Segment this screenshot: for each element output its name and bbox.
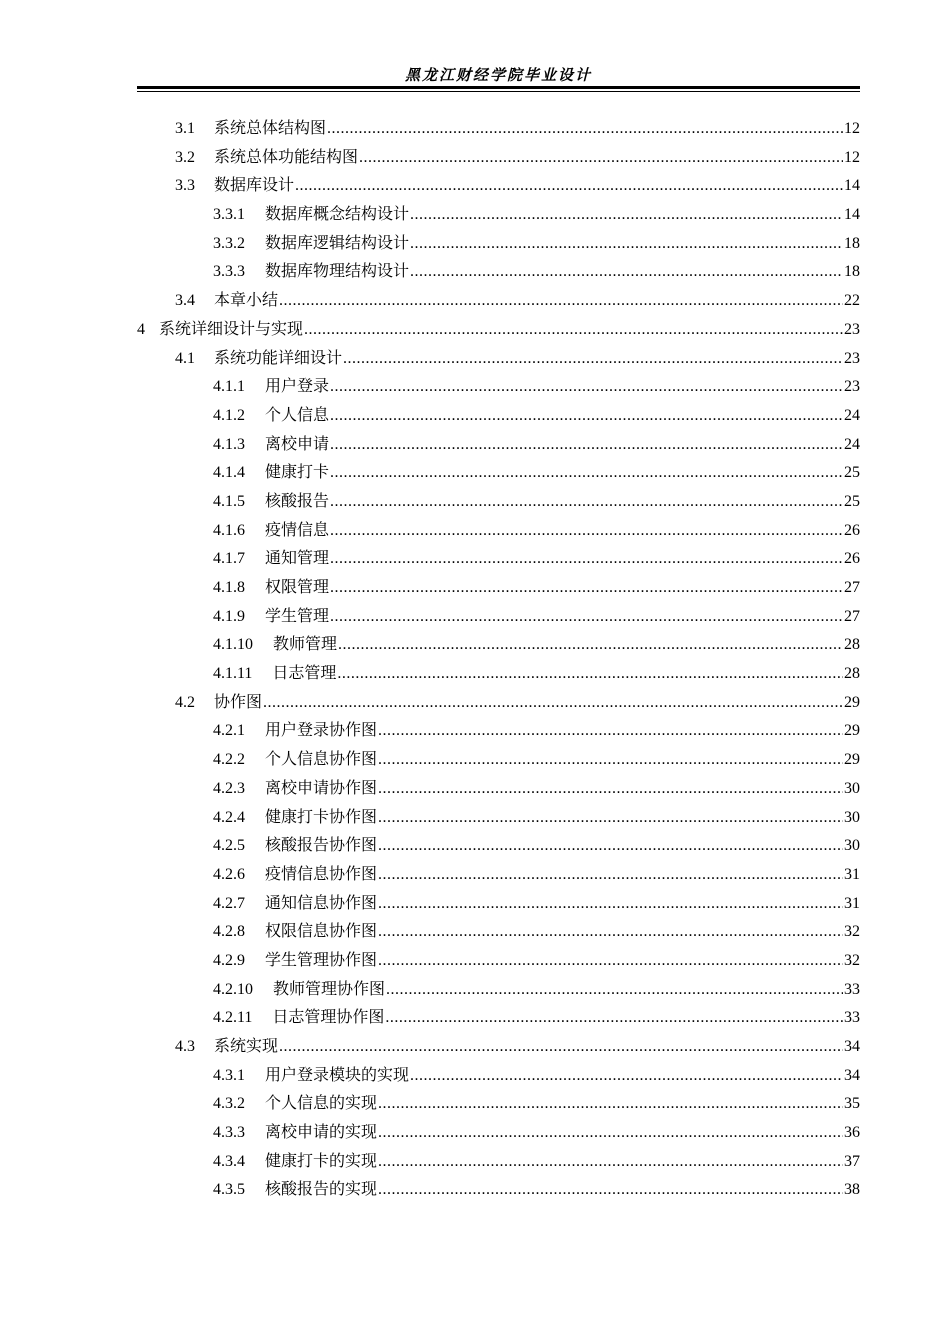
toc-entry[interactable] — [137, 401, 860, 430]
toc-entry[interactable] — [137, 630, 860, 659]
toc-dot-leader — [378, 1090, 843, 1119]
toc-entry[interactable] — [137, 573, 860, 602]
toc-dot-leader — [378, 1176, 843, 1205]
toc-entry[interactable] — [137, 458, 860, 487]
toc-entry-page-number: 26 — [844, 521, 860, 539]
toc-entry-page-number: 23 — [844, 378, 860, 396]
toc-entry-number: 4.3.3 — [213, 1124, 245, 1142]
toc-entry-title: 核酸报告的实现 — [265, 1179, 378, 1199]
toc-entry-number: 4.1.11 — [213, 665, 253, 683]
toc-entry[interactable] — [137, 716, 860, 745]
toc-entry-title: 疫情信息协作图 — [265, 863, 378, 883]
toc-entry-title: 日志管理协作图 — [272, 1007, 385, 1027]
toc-entry-title: 个人信息 — [265, 404, 330, 424]
toc-dot-leader — [410, 230, 843, 259]
toc-dot-leader — [378, 1119, 843, 1148]
toc-entry-title: 核酸报告协作图 — [265, 835, 378, 855]
toc-entry-title: 离校申请协作图 — [265, 777, 378, 797]
toc-entry[interactable] — [137, 1089, 860, 1118]
toc-entry-page-number: 23 — [844, 320, 860, 338]
toc-entry[interactable] — [137, 745, 860, 774]
toc-entry-page-number: 14 — [844, 206, 860, 224]
toc-entry[interactable] — [137, 1147, 860, 1176]
toc-entry-page-number: 23 — [844, 349, 860, 367]
toc-entry-number: 4.1.3 — [213, 435, 245, 453]
toc-entry-number: 4.2.8 — [213, 923, 245, 941]
toc-dot-leader — [338, 631, 843, 660]
toc-entry-number: 3.4 — [175, 292, 195, 310]
toc-entry-page-number: 32 — [844, 923, 860, 941]
toc-entry-number: 4.1.7 — [213, 550, 245, 568]
toc-entry-number: 4.1.8 — [213, 579, 245, 596]
toc-entry-page-number: 28 — [844, 665, 860, 683]
toc-entry-number: 3.1 — [175, 120, 195, 137]
toc-entry[interactable] — [137, 516, 860, 545]
toc-entry-number: 4.1.1 — [213, 378, 245, 396]
toc-dot-leader — [378, 947, 843, 976]
toc-entry-page-number: 31 — [844, 865, 860, 883]
toc-entry-page-number: 30 — [844, 837, 860, 855]
toc-entry-page-number: 34 — [844, 1066, 860, 1084]
toc-dot-leader — [378, 1148, 843, 1177]
toc-entry-title: 系统功能详细设计 — [214, 347, 343, 367]
toc-entry[interactable] — [137, 257, 860, 286]
toc-entry-number: 4.1.2 — [213, 406, 245, 424]
toc-entry-page-number: 12 — [844, 148, 860, 166]
toc-entry-title: 通知管理 — [265, 548, 330, 568]
toc-dot-leader — [378, 861, 843, 890]
toc-entry[interactable] — [137, 803, 860, 832]
toc-dot-leader — [378, 832, 843, 861]
toc-entry-title: 离校申请 — [265, 433, 330, 453]
toc-entry[interactable] — [137, 1061, 860, 1090]
toc-entry[interactable] — [137, 229, 860, 258]
toc-entry-page-number: 33 — [844, 1009, 860, 1027]
toc-entry-number: 4.1 — [175, 349, 195, 367]
toc-entry-title: 教师管理 — [273, 634, 338, 654]
toc-entry-title: 协作图 — [214, 691, 263, 711]
toc-dot-leader — [378, 746, 843, 775]
toc-entry-title: 通知信息协作图 — [265, 892, 378, 912]
toc-entry-title: 系统详细设计与实现 — [159, 318, 304, 338]
toc-entry[interactable] — [137, 602, 860, 631]
toc-entry-page-number: 25 — [844, 492, 860, 510]
toc-entry-page-number: 29 — [844, 751, 860, 769]
toc-entry-title: 学生管理 — [265, 605, 330, 625]
toc-entry-page-number: 28 — [844, 636, 860, 654]
toc-entry-number: 4.2 — [175, 693, 195, 711]
toc-dot-leader — [378, 890, 843, 919]
toc-entry-number: 4.2.7 — [213, 894, 245, 912]
toc-entry-number: 4.2.3 — [213, 779, 245, 797]
toc-entry-number: 4.1.5 — [213, 492, 245, 510]
toc-dot-leader — [295, 172, 843, 201]
toc-entry-page-number: 25 — [844, 464, 860, 482]
toc-dot-leader — [330, 574, 843, 603]
toc-entry-title: 学生管理协作图 — [265, 949, 378, 969]
toc-entry-page-number: 27 — [844, 607, 860, 625]
header-rule-thick — [137, 86, 860, 89]
toc-entry-title: 数据库概念结构设计 — [265, 204, 410, 224]
toc-entry[interactable] — [137, 372, 860, 401]
toc-entry-page-number: 36 — [844, 1124, 860, 1142]
toc-entry[interactable] — [137, 315, 860, 344]
toc-dot-leader — [410, 258, 843, 287]
toc-dot-leader — [378, 775, 843, 804]
toc-entry-title: 疫情信息 — [265, 519, 330, 539]
toc-entry[interactable] — [137, 659, 860, 688]
toc-entry-page-number: 33 — [844, 980, 860, 998]
toc-entry[interactable] — [137, 946, 860, 975]
toc-dot-leader — [330, 545, 843, 574]
toc-entry-page-number: 18 — [844, 234, 860, 252]
toc-entry-title: 离校申请的实现 — [265, 1122, 378, 1142]
toc-dot-leader — [330, 488, 843, 517]
toc-entry-number: 4.2.5 — [213, 837, 245, 855]
toc-entry-page-number: 24 — [844, 435, 860, 453]
toc-entry-number: 4.3.4 — [213, 1152, 245, 1170]
toc-dot-leader — [378, 918, 843, 947]
toc-entry-title: 本章小结 — [214, 290, 279, 310]
toc-entry-title: 个人信息的实现 — [265, 1093, 378, 1113]
toc-entry[interactable] — [137, 143, 860, 172]
toc-dot-leader — [330, 431, 843, 460]
toc-entry-title: 数据库逻辑结构设计 — [265, 232, 410, 252]
page-header-title: 黑龙江财经学院毕业设计 — [404, 66, 592, 84]
toc-entry-number: 3.3.3 — [213, 263, 245, 281]
toc-entry-title: 用户登录 — [265, 376, 330, 396]
toc-entry-page-number: 18 — [844, 263, 860, 281]
toc-entry[interactable] — [137, 1175, 860, 1204]
toc-entry[interactable] — [137, 544, 860, 573]
toc-entry-page-number: 12 — [844, 120, 860, 137]
toc-entry-title: 健康打卡 — [265, 462, 330, 482]
toc-entry-number: 4.1.6 — [213, 521, 245, 539]
toc-entry-title: 健康打卡协作图 — [265, 806, 378, 826]
toc-dot-leader — [330, 603, 843, 632]
toc-entry[interactable] — [137, 1118, 860, 1147]
toc-entry-title: 核酸报告 — [265, 490, 330, 510]
toc-entry-number: 3.3.2 — [213, 234, 245, 252]
toc-entry-page-number: 35 — [844, 1095, 860, 1113]
toc-entry[interactable] — [137, 171, 860, 200]
toc-entry-title: 系统总体功能结构图 — [214, 146, 359, 166]
toc-dot-leader — [386, 976, 843, 1005]
toc-entry-number: 4.2.9 — [213, 951, 245, 969]
toc-entry-page-number: 34 — [844, 1038, 860, 1055]
toc-entry-number: 4.2.10 — [213, 980, 253, 998]
toc-entry-page-number: 31 — [844, 894, 860, 912]
toc-entry[interactable] — [137, 114, 860, 143]
toc-entry-title: 系统实现 — [214, 1036, 279, 1055]
toc-entry[interactable] — [137, 889, 860, 918]
toc-entry[interactable] — [137, 344, 860, 373]
toc-entry-title: 权限管理 — [265, 577, 330, 596]
toc-entry[interactable] — [137, 917, 860, 946]
toc-entry-number: 4.2.6 — [213, 865, 245, 883]
toc-entry-page-number: 30 — [844, 808, 860, 826]
toc-entry[interactable] — [137, 1032, 860, 1061]
toc-entry-number: 3.3.1 — [213, 206, 245, 224]
toc-dot-leader — [385, 1004, 843, 1033]
toc-entry[interactable] — [137, 1003, 860, 1032]
toc-entry[interactable] — [137, 774, 860, 803]
toc-dot-leader — [330, 373, 843, 402]
header-rule-thin — [137, 91, 860, 92]
toc-dot-leader — [359, 144, 843, 173]
toc-entry-number: 4.2.1 — [213, 722, 245, 740]
toc-dot-leader — [378, 804, 843, 833]
toc-entry-page-number: 30 — [844, 779, 860, 797]
toc-entry[interactable] — [137, 487, 860, 516]
toc-entry[interactable] — [137, 286, 860, 315]
toc-entry-number: 4.3.2 — [213, 1095, 245, 1113]
toc-entry-title: 系统总体结构图 — [214, 118, 327, 137]
toc-dot-leader — [330, 402, 843, 431]
toc-dot-leader — [304, 316, 843, 345]
toc-dot-leader — [330, 517, 843, 546]
toc-dot-leader — [327, 115, 843, 144]
toc-dot-leader — [410, 1062, 843, 1091]
toc-entry-title: 日志管理 — [272, 663, 337, 683]
toc-entry-page-number: 26 — [844, 550, 860, 568]
toc-entry-page-number: 38 — [844, 1181, 860, 1199]
toc-entry-title: 用户登录协作图 — [265, 720, 378, 740]
toc-entry-page-number: 22 — [844, 292, 860, 310]
toc-entry[interactable] — [137, 430, 860, 459]
toc-entry-title: 数据库物理结构设计 — [265, 261, 410, 281]
toc-entry-number: 4.2.2 — [213, 751, 245, 769]
toc-entry[interactable] — [137, 831, 860, 860]
toc-entry[interactable] — [137, 975, 860, 1004]
toc-entry-page-number: 27 — [844, 579, 860, 596]
toc-entry-number: 4.1.10 — [213, 636, 253, 654]
toc-dot-leader — [279, 287, 843, 316]
toc-entry-number: 3.3 — [175, 177, 195, 195]
toc-entry[interactable] — [137, 688, 860, 717]
toc-entry-page-number: 14 — [844, 177, 860, 195]
toc-dot-leader — [279, 1033, 843, 1062]
toc-entry-number: 4.2.4 — [213, 808, 245, 826]
toc-entry-number: 4.3.1 — [213, 1066, 245, 1084]
toc-entry-title: 数据库设计 — [214, 175, 295, 195]
toc-entry-page-number: 24 — [844, 406, 860, 424]
toc-entry-number: 4.3.5 — [213, 1181, 245, 1199]
toc-dot-leader — [263, 689, 843, 718]
toc-dot-leader — [378, 717, 843, 746]
toc-entry-page-number: 29 — [844, 693, 860, 711]
toc-entry-number: 4.1.9 — [213, 607, 245, 625]
table-of-contents — [137, 114, 860, 1204]
toc-entry-number: 4 — [137, 320, 145, 338]
toc-entry[interactable] — [137, 200, 860, 229]
toc-entry-title: 用户登录模块的实现 — [265, 1064, 410, 1084]
toc-dot-leader — [410, 201, 843, 230]
toc-entry-page-number: 29 — [844, 722, 860, 740]
toc-entry[interactable] — [137, 860, 860, 889]
toc-entry-number: 4.3 — [175, 1038, 195, 1055]
toc-dot-leader — [337, 660, 843, 689]
toc-entry-number: 3.2 — [175, 148, 195, 166]
toc-entry-title: 健康打卡的实现 — [265, 1150, 378, 1170]
toc-entry-page-number: 37 — [844, 1152, 860, 1170]
toc-entry-number: 4.1.4 — [213, 464, 245, 482]
toc-entry-title: 权限信息协作图 — [265, 921, 378, 941]
toc-entry-number: 4.2.11 — [213, 1009, 253, 1027]
toc-dot-leader — [330, 459, 843, 488]
toc-entry-title: 个人信息协作图 — [265, 749, 378, 769]
toc-dot-leader — [343, 345, 843, 374]
toc-entry-title: 教师管理协作图 — [273, 978, 386, 998]
toc-entry-page-number: 32 — [844, 951, 860, 969]
